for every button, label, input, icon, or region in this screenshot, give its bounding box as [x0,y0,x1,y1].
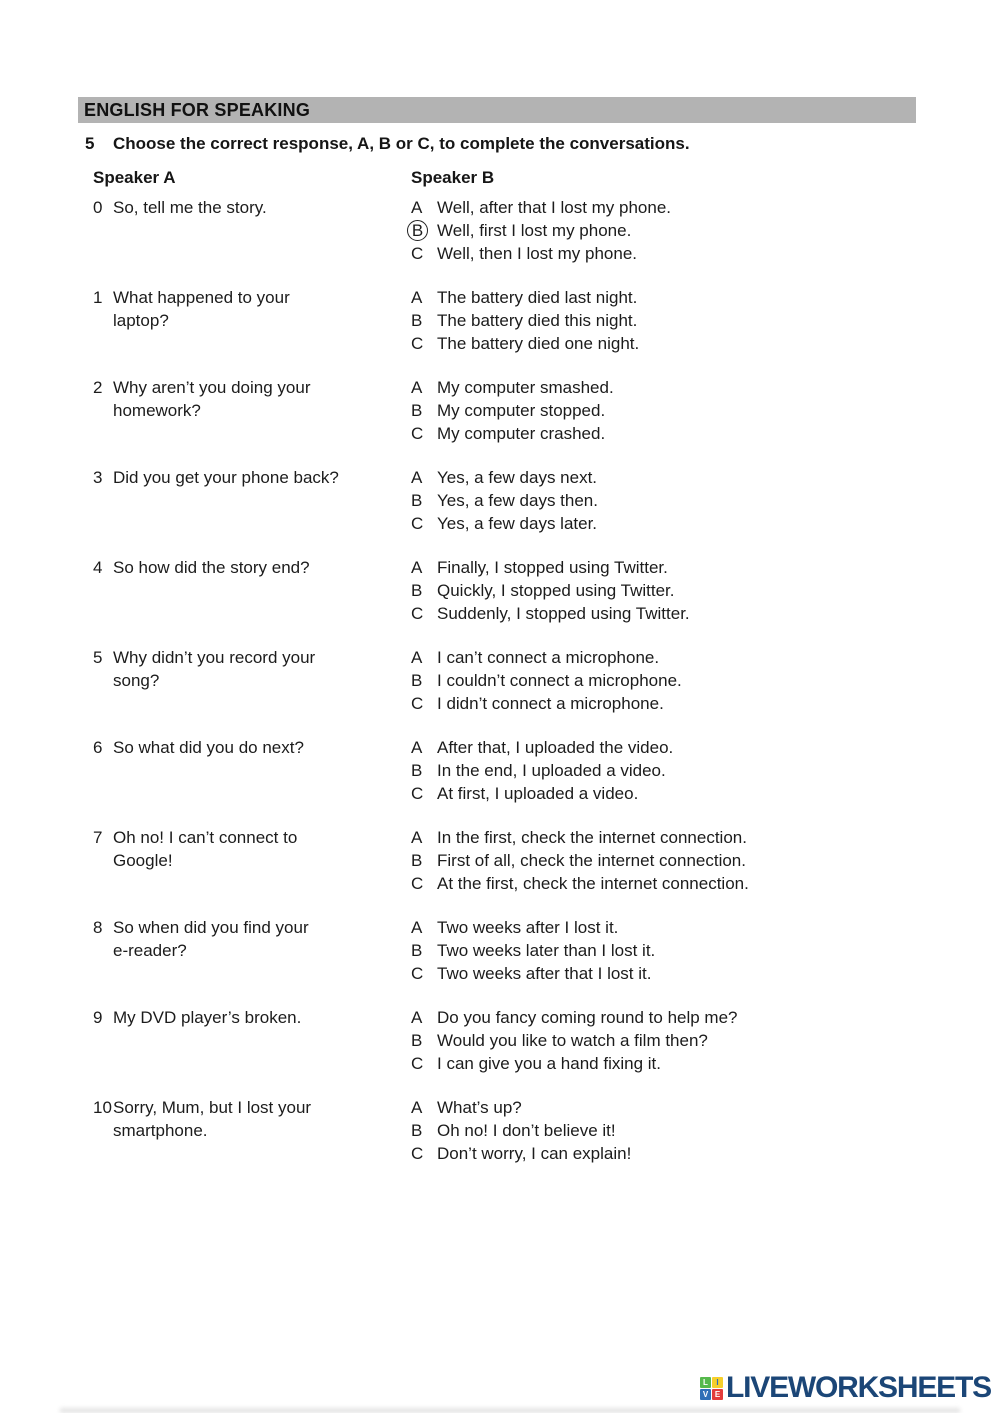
question-line: What happened to your [113,288,290,307]
option-text: Suddenly, I stopped using Twitter. [437,604,690,623]
option-letter: B [411,1031,423,1050]
option-letter: B [411,941,423,960]
logo-square-v: V [700,1389,711,1400]
option-letter: C [411,244,424,263]
question-line: Why aren’t you doing your [113,378,311,397]
speaker-b-options [411,646,682,715]
option-text: Two weeks after I lost it. [437,918,619,937]
speaker-b-options [411,196,671,265]
question-item [93,466,973,535]
option-letter: C [411,1054,424,1073]
answer-option[interactable] [411,1029,738,1052]
option-letter: A [411,378,423,397]
option-letter: B [411,1121,423,1140]
option-letter: B [411,671,423,690]
speaker-b-options [411,556,690,625]
question-number: 5 [93,648,103,667]
liveworksheets-logo [700,1371,991,1405]
exercise-instruction [85,134,690,154]
answer-option[interactable] [411,466,598,489]
question-number: 4 [93,558,103,577]
option-letter: B [411,401,423,420]
question-line: My DVD player’s broken. [113,1008,302,1027]
option-letter: A [411,558,423,577]
speaker-a-question [93,286,411,355]
question-line: Why didn’t you record your [113,648,316,667]
option-text: At the first, check the internet connection. [437,874,749,893]
logo-square-i: I [712,1377,723,1388]
answer-option[interactable] [411,399,614,422]
option-text: The battery died this night. [437,311,638,330]
option-letter: A [411,1008,423,1027]
question-text [113,826,297,895]
question-line: homework? [113,401,201,420]
question-line: So how did the story end? [113,558,310,577]
option-text: Well, then I lost my phone. [437,244,638,263]
question-item [93,646,973,715]
answer-option[interactable] [411,219,671,242]
question-line: Sorry, Mum, but I lost your [113,1098,312,1117]
speaker-b-options [411,826,749,895]
answer-option[interactable] [411,962,655,985]
answer-option[interactable] [411,332,639,355]
answer-option[interactable] [411,376,614,399]
speaker-a-question [93,916,411,985]
option-text: I couldn’t connect a microphone. [437,671,682,690]
answer-option[interactable] [411,196,671,219]
instruction-text: Choose the correct response, A, B or C, to complete the conversations. [113,134,690,153]
option-text: Oh no! I don’t believe it! [437,1121,616,1140]
question-line: So, tell me the story. [113,198,267,217]
answer-option[interactable] [411,1052,738,1075]
question-number: 1 [93,288,103,307]
answer-option[interactable] [411,646,682,669]
speaker-b-options [411,736,673,805]
question-text [113,286,290,355]
answer-option[interactable] [411,1142,631,1165]
option-letter: C [411,514,424,533]
answer-option[interactable] [411,1096,631,1119]
question-text [113,1006,301,1075]
speaker-a-question [93,1006,411,1075]
option-text: Yes, a few days next. [437,468,598,487]
speaker-a-question [93,1096,411,1165]
option-letter: A [411,918,423,937]
question-text [113,916,309,985]
question-line: Google! [113,851,173,870]
option-text: First of all, check the internet connection. [437,851,746,870]
question-text [113,376,311,445]
option-letter: C [411,424,424,443]
speaker-b-options [411,916,655,985]
section-header-bar [78,97,916,123]
question-line: So when did you find your [113,918,309,937]
option-text: Two weeks after that I lost it. [437,964,652,983]
answer-option[interactable] [411,512,598,535]
question-text [113,196,267,265]
option-letter: A [411,648,423,667]
answer-option[interactable] [411,602,690,625]
circled-answer-letter: B [407,220,428,241]
question-number: 3 [93,468,103,487]
option-text: What’s up? [437,1098,522,1117]
question-line: song? [113,671,160,690]
question-line: laptop? [113,311,169,330]
option-letter: A [411,288,423,307]
next-page-edge [60,1408,960,1413]
question-item [93,916,973,985]
speaker-a-question [93,826,411,895]
option-letter: C [411,604,424,623]
speaker-b-options [411,1006,738,1075]
answer-option[interactable] [411,736,673,759]
speaker-b-options [411,286,639,355]
question-item [93,556,973,625]
option-text: Well, first I lost my phone. [437,221,632,240]
logo-square-e: E [712,1389,723,1400]
liveworksheets-logo-icon [700,1377,723,1400]
answer-option[interactable] [411,556,690,579]
speaker-a-question [93,466,411,535]
question-text [113,556,310,625]
option-text: My computer stopped. [437,401,606,420]
speaker-a-question [93,196,411,265]
speaker-a-header: Speaker A [93,168,176,187]
exercise-number: 5 [85,134,95,153]
option-letter: B [411,491,423,510]
option-letter: C [411,874,424,893]
section-title: ENGLISH FOR SPEAKING [84,100,311,120]
answer-option[interactable] [411,759,673,782]
answer-option[interactable] [411,939,655,962]
question-line: Oh no! I can’t connect to [113,828,298,847]
speaker-a-question [93,376,411,445]
column-headers [93,168,494,188]
option-text: Two weeks later than I lost it. [437,941,656,960]
question-list [93,196,973,1186]
liveworksheets-logo-text: LIVEWORKSHEETS [726,1371,991,1404]
answer-option[interactable] [411,872,749,895]
question-item [93,376,973,445]
option-text: Yes, a few days later. [437,514,598,533]
speaker-b-options [411,466,598,535]
answer-option[interactable] [411,242,671,265]
speaker-b-header: Speaker B [411,168,495,187]
option-letter: B [411,311,423,330]
answer-option[interactable] [411,1119,631,1142]
question-item [93,196,973,265]
answer-option[interactable] [411,422,614,445]
option-text: Finally, I stopped using Twitter. [437,558,668,577]
answer-option[interactable] [411,489,598,512]
option-letter: C [411,964,424,983]
logo-square-l: L [700,1377,711,1388]
option-text: My computer crashed. [437,424,606,443]
question-item [93,1006,973,1075]
option-letter: C [411,784,424,803]
option-text: Quickly, I stopped using Twitter. [437,581,675,600]
question-text [113,736,304,805]
option-letter: C [411,1144,424,1163]
option-text: Do you fancy coming round to help me? [437,1008,738,1027]
answer-option[interactable] [411,782,673,805]
option-letter: A [411,198,423,217]
option-letter: B [411,581,423,600]
answer-option[interactable] [411,849,749,872]
speaker-b-options [411,376,614,445]
option-text: Don’t worry, I can explain! [437,1144,632,1163]
answer-option[interactable] [411,309,639,332]
question-line: Did you get your phone back? [113,468,339,487]
option-text: In the first, check the internet connection. [437,828,747,847]
option-text: The battery died last night. [437,288,638,307]
question-number: 2 [93,378,103,397]
question-number: 9 [93,1008,103,1027]
option-text: The battery died one night. [437,334,640,353]
answer-option[interactable] [411,826,749,849]
question-text [113,1096,311,1165]
answer-option[interactable] [411,916,655,939]
answer-option[interactable] [411,692,682,715]
question-number: 0 [93,198,103,217]
question-line: smartphone. [113,1121,208,1140]
answer-option[interactable] [411,579,690,602]
option-letter [411,219,437,242]
answer-option[interactable] [411,669,682,692]
option-letter: A [411,738,423,757]
option-text: Would you like to watch a film then? [437,1031,708,1050]
speaker-a-question [93,646,411,715]
option-text: I can’t connect a microphone. [437,648,660,667]
question-number: 10 [93,1098,112,1117]
option-letter: B [411,851,423,870]
question-item [93,736,973,805]
option-letter: B [411,761,423,780]
option-letter: A [411,468,423,487]
question-line: e-reader? [113,941,187,960]
option-letter: A [411,1098,423,1117]
question-text [113,646,315,715]
speaker-a-question [93,736,411,805]
option-text: I didn’t connect a microphone. [437,694,664,713]
question-number: 6 [93,738,103,757]
option-text: Well, after that I lost my phone. [437,198,672,217]
option-letter: A [411,828,423,847]
question-text [113,466,339,535]
option-text: At first, I uploaded a video. [437,784,639,803]
option-letter: C [411,334,424,353]
question-number: 7 [93,828,103,847]
option-text: In the end, I uploaded a video. [437,761,666,780]
question-item [93,1096,973,1165]
option-text: After that, I uploaded the video. [437,738,674,757]
option-text: Yes, a few days then. [437,491,598,510]
question-line: So what did you do next? [113,738,304,757]
option-text: My computer smashed. [437,378,614,397]
question-item [93,826,973,895]
speaker-a-question [93,556,411,625]
question-item [93,286,973,355]
option-text: I can give you a hand fixing it. [437,1054,661,1073]
speaker-b-options [411,1096,631,1165]
question-number: 8 [93,918,103,937]
answer-option[interactable] [411,1006,738,1029]
option-letter: C [411,694,424,713]
answer-option[interactable] [411,286,639,309]
